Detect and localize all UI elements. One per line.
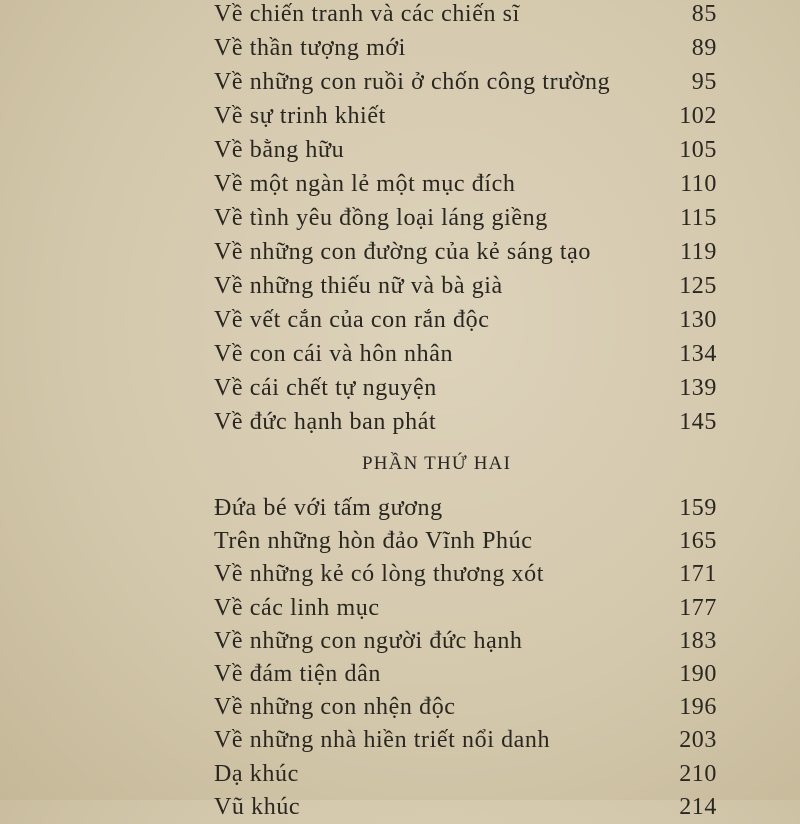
toc-entry (214, 235, 717, 269)
toc-entry-title: Về những nhà hiền triết nổi danh (214, 727, 551, 754)
toc-entry-title: Về đức hạnh ban phát (214, 409, 437, 435)
toc-entry-page-number: 159 (679, 495, 717, 521)
toc-entry-page-number: 105 (679, 137, 717, 163)
toc-entry-title: Về sự trinh khiết (214, 103, 386, 129)
toc-entry (214, 65, 717, 99)
toc-entry (214, 201, 717, 235)
toc-entry-title: Trên những hòn đảo Vĩnh Phúc (214, 528, 533, 555)
toc-entry-page-number: 183 (679, 627, 717, 654)
toc-entry-title: Về bằng hữu (214, 137, 345, 163)
toc-entry (214, 269, 717, 303)
toc-entry-title: Về những con người đức hạnh (214, 627, 523, 654)
toc-entry-title: Về những con đường của kẻ sáng tạo (214, 239, 592, 265)
toc-entry-page-number: 110 (680, 171, 717, 197)
toc-entry-title: Về vết cắn của con rắn độc (214, 307, 490, 333)
section-heading-part-two: PHẦN THỨ HAI (362, 453, 512, 474)
toc-entry-page-number: 171 (679, 561, 717, 588)
toc-entry-page-number: 145 (679, 409, 717, 435)
toc-entry (214, 31, 717, 65)
toc-entry-page-number: 95 (691, 69, 717, 95)
toc-entry-title: Về chiến tranh và các chiến sĩ (214, 1, 520, 27)
toc-entry-title: Dạ khúc (214, 760, 299, 787)
toc-entry-title: Về một ngàn lẻ một mục đích (214, 171, 516, 197)
toc-entry (214, 558, 717, 591)
toc-entry (214, 99, 717, 133)
toc-entry-page-number: 214 (679, 793, 717, 820)
toc-entry (214, 371, 717, 405)
toc-entry-title: Về tình yêu đồng loại láng giềng (214, 205, 548, 231)
toc-entry-page-number: 203 (679, 727, 717, 754)
toc-entry-page-number: 102 (679, 103, 717, 129)
toc-entry-page-number: 130 (679, 307, 717, 333)
toc-entry (214, 691, 717, 724)
toc-entry (214, 525, 717, 558)
toc-entry (214, 625, 717, 658)
toc-part-two (214, 492, 717, 824)
toc-entry-title: Về những con ruồi ở chốn công trường (214, 69, 611, 95)
toc-entry-title: Về con cái và hôn nhân (214, 341, 454, 367)
toc-entry-title: Về những con nhện độc (214, 694, 456, 721)
toc-entry-page-number: 165 (679, 528, 717, 555)
toc-entry (214, 492, 717, 525)
toc-entry (214, 133, 717, 167)
toc-entry-page-number: 125 (679, 273, 717, 299)
toc-entry-title: Về những thiếu nữ và bà già (214, 273, 503, 299)
toc-entry-page-number: 190 (679, 660, 717, 687)
toc-entry-title: Vũ khúc (214, 793, 301, 820)
toc-entry (214, 405, 717, 439)
toc-entry (214, 592, 717, 625)
toc-entry-title: Đứa bé với tấm gương (214, 495, 443, 521)
toc-entry-title: Về cái chết tự nguyện (214, 375, 437, 401)
toc-entry-page-number: 119 (680, 239, 717, 265)
toc-entry-title: Về thần tượng mới (214, 35, 406, 61)
toc-entry (214, 0, 717, 31)
toc-entry-page-number: 115 (680, 205, 717, 231)
toc-entry-title: Về đám tiện dân (214, 660, 381, 687)
toc-part-one (214, 0, 717, 439)
toc-entry-page-number: 210 (679, 760, 717, 787)
toc-entry (214, 167, 717, 201)
toc-entry (214, 758, 717, 791)
toc-entry-page-number: 139 (679, 375, 717, 401)
toc-entry (214, 337, 717, 371)
toc-entry-page-number: 134 (679, 341, 717, 367)
toc-entry (214, 303, 717, 337)
toc-entry-page-number: 196 (679, 694, 717, 721)
toc-entry-page-number: 89 (691, 35, 717, 61)
toc-entry (214, 724, 717, 757)
toc-entry (214, 658, 717, 691)
toc-entry-page-number: 177 (679, 594, 717, 621)
toc-entry-page-number: 85 (691, 1, 717, 27)
toc-entry-title: Về những kẻ có lòng thương xót (214, 561, 544, 588)
toc-entry (214, 791, 717, 824)
toc-entry-title: Về các linh mục (214, 594, 380, 621)
